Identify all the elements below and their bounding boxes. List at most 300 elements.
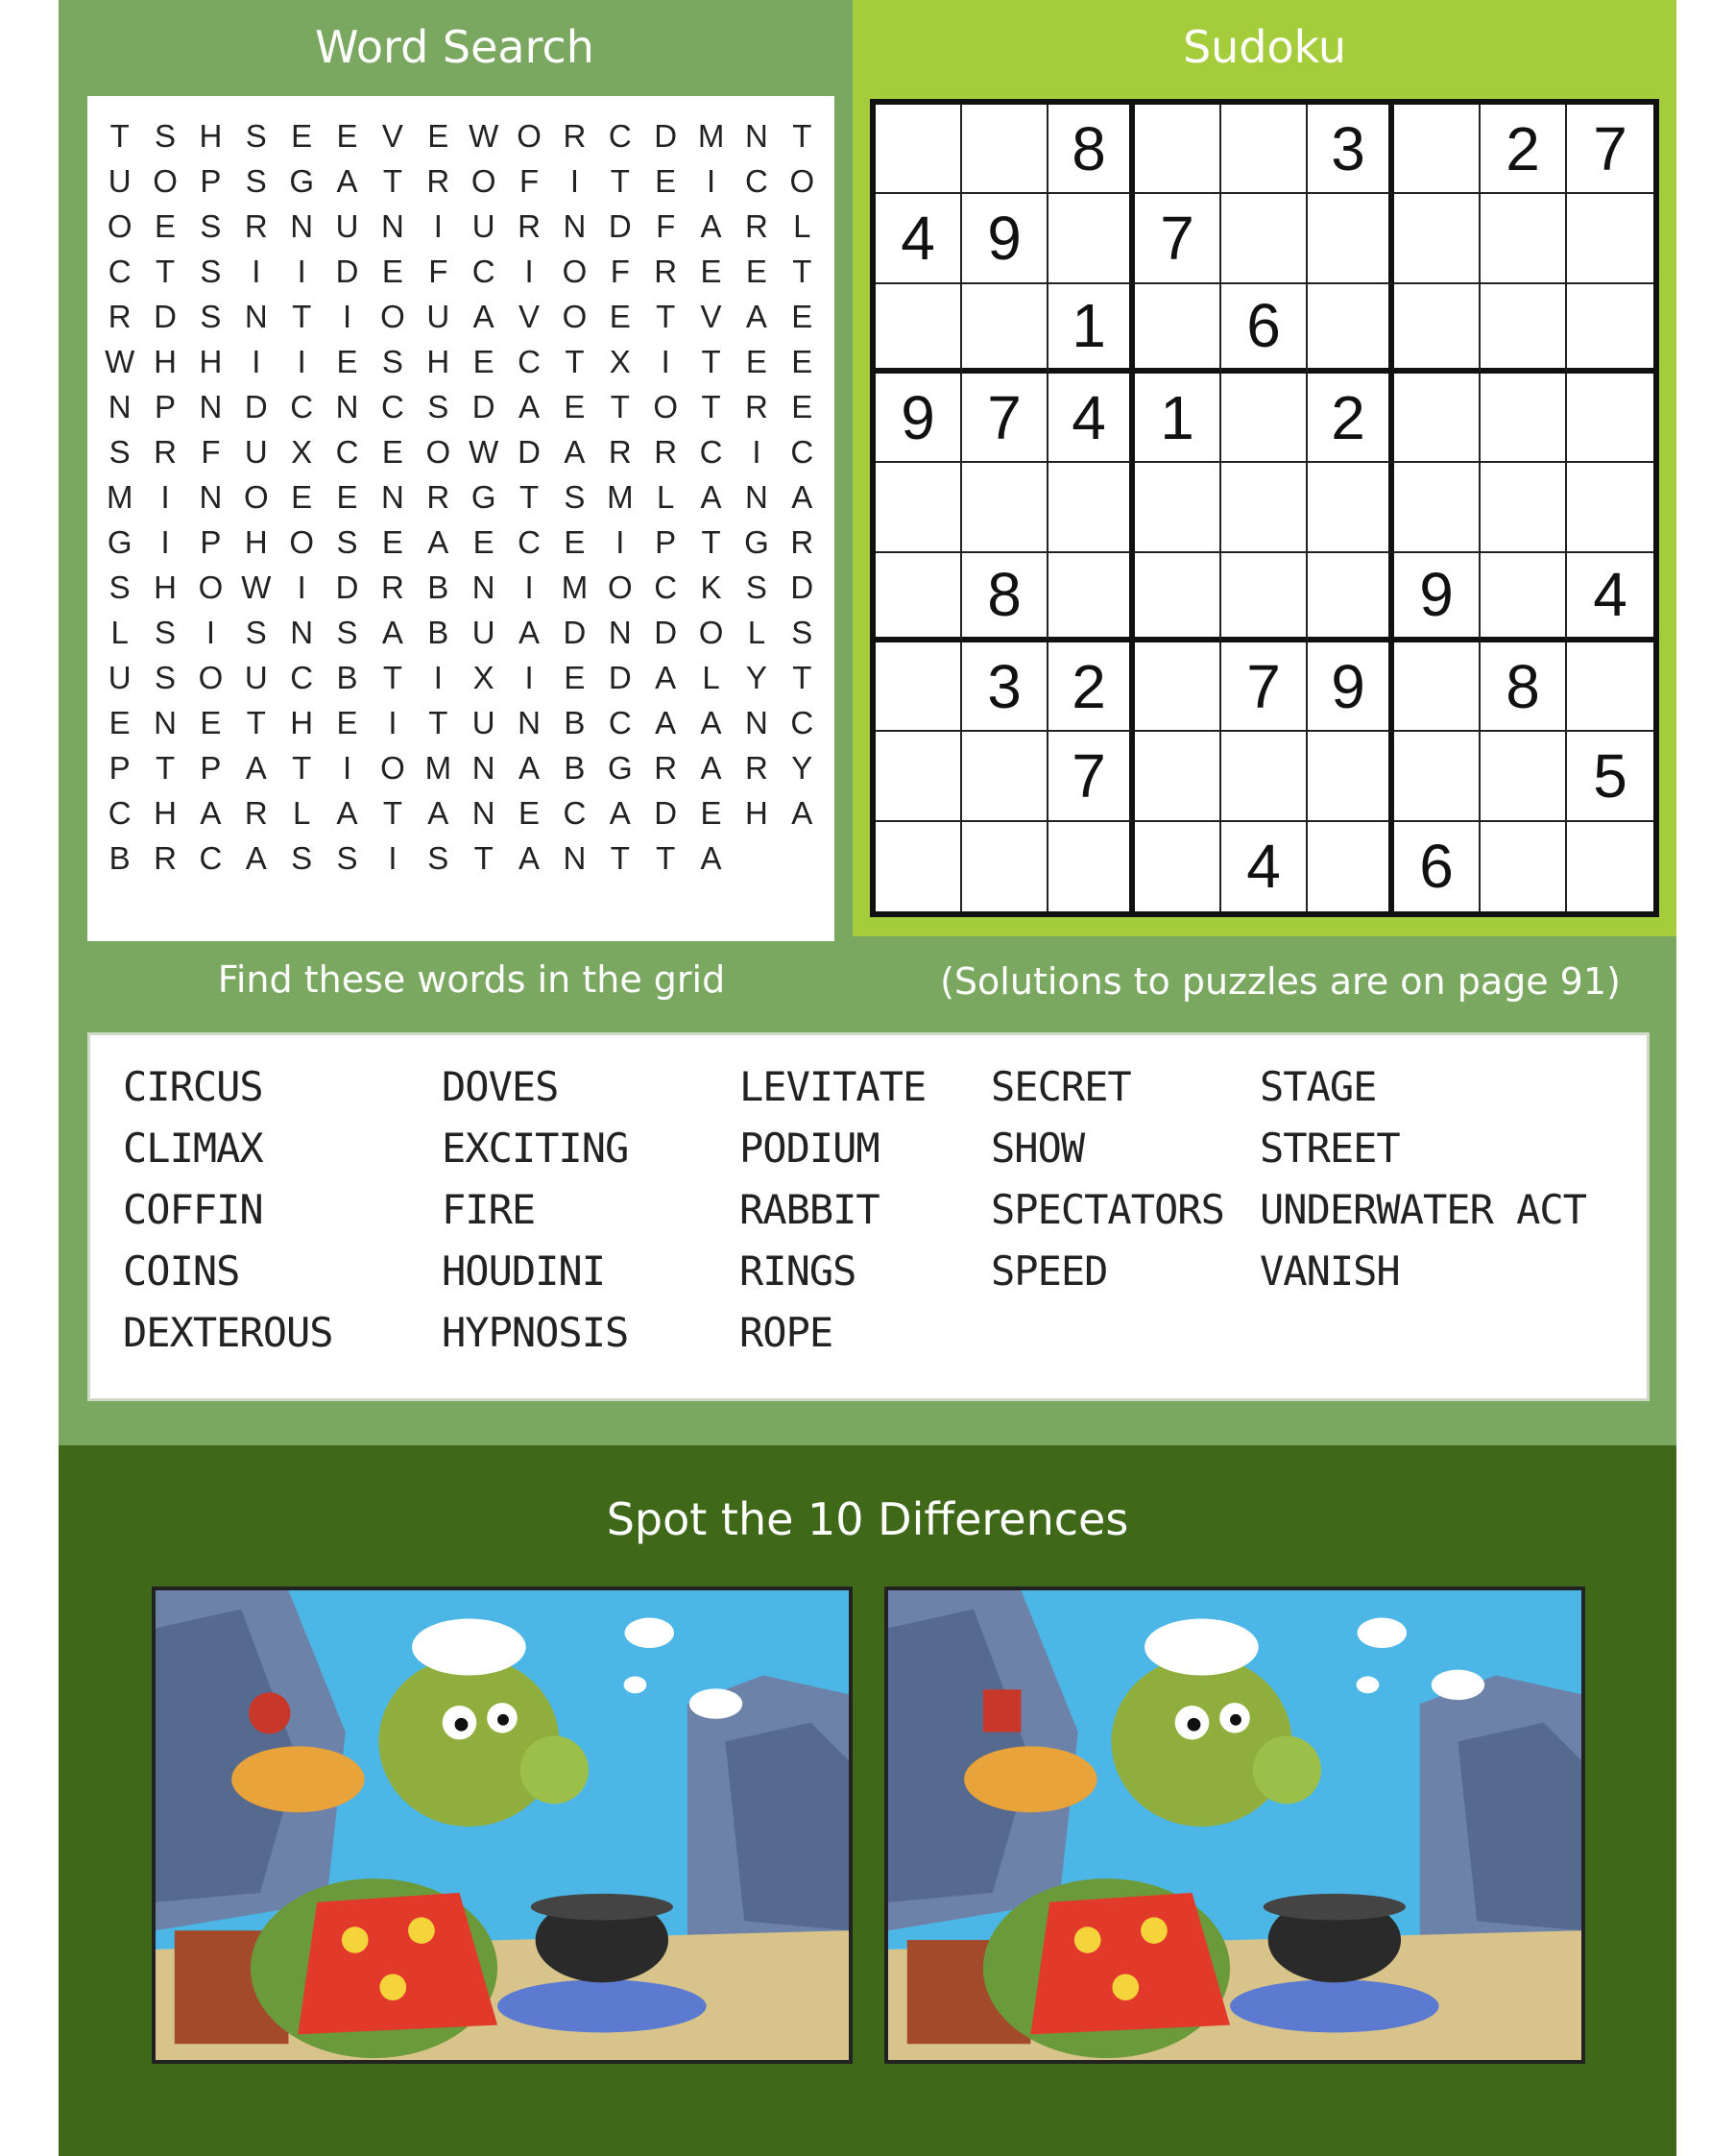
sudoku-empty-cell[interactable]: [1567, 822, 1653, 911]
word-search-letter[interactable]: D: [654, 118, 678, 154]
word-search-letter[interactable]: R: [244, 795, 268, 831]
word-search-letter[interactable]: I: [342, 299, 352, 334]
sudoku-empty-cell[interactable]: [1135, 822, 1221, 911]
word-search-letter[interactable]: V: [700, 299, 722, 334]
word-search-letter[interactable]: E: [791, 389, 813, 424]
sudoku-empty-cell[interactable]: [1221, 553, 1308, 642]
word-search-letter[interactable]: E: [336, 705, 358, 740]
word-search-letter[interactable]: C: [563, 795, 587, 831]
word-search-letter[interactable]: A: [745, 299, 767, 334]
word-search-letter[interactable]: C: [199, 840, 223, 876]
word-search-letter[interactable]: B: [564, 750, 586, 786]
word-search-letter[interactable]: E: [381, 434, 403, 470]
word-search-letter[interactable]: T: [473, 840, 494, 876]
word-search-letter[interactable]: Y: [791, 750, 813, 786]
word-search-letter[interactable]: N: [563, 208, 587, 244]
word-search-letter[interactable]: N: [471, 750, 495, 786]
word-search-letter[interactable]: A: [564, 434, 586, 470]
word-search-letter[interactable]: Y: [745, 660, 767, 695]
word-search-letter[interactable]: I: [342, 750, 352, 786]
word-search-letter[interactable]: C: [290, 660, 314, 695]
word-search-letter[interactable]: T: [610, 389, 630, 424]
word-search-letter[interactable]: I: [433, 208, 443, 244]
word-search-letter[interactable]: H: [199, 344, 223, 379]
word-search-letter[interactable]: T: [610, 840, 630, 876]
word-search-letter[interactable]: D: [244, 389, 268, 424]
word-search-letter[interactable]: O: [653, 389, 679, 424]
sudoku-empty-cell[interactable]: [1394, 374, 1481, 463]
word-search-letter[interactable]: N: [471, 569, 495, 605]
word-search-letter[interactable]: I: [297, 254, 306, 289]
word-search-letter[interactable]: E: [700, 795, 722, 831]
word-search-letter[interactable]: S: [245, 118, 267, 154]
sudoku-empty-cell[interactable]: [962, 463, 1048, 552]
sudoku-empty-cell[interactable]: [1308, 194, 1394, 283]
word-search-letter[interactable]: H: [244, 524, 268, 560]
word-search-letter[interactable]: I: [160, 479, 170, 515]
word-search-letter[interactable]: N: [154, 705, 177, 740]
word-search-letter[interactable]: C: [335, 434, 359, 470]
word-search-letter[interactable]: T: [382, 660, 403, 695]
word-search-letter[interactable]: C: [518, 344, 541, 379]
word-search-letter[interactable]: N: [290, 208, 314, 244]
word-search-letter[interactable]: O: [107, 208, 133, 244]
word-search-letter[interactable]: S: [564, 479, 586, 515]
word-search-letter[interactable]: P: [155, 389, 177, 424]
word-search-letter[interactable]: A: [200, 795, 222, 831]
word-search-letter[interactable]: G: [470, 479, 496, 515]
word-search-letter[interactable]: G: [289, 163, 315, 199]
word-search-letter[interactable]: I: [524, 660, 534, 695]
word-search-letter[interactable]: R: [426, 479, 450, 515]
word-search-letter[interactable]: D: [518, 434, 541, 470]
word-search-letter[interactable]: R: [381, 569, 404, 605]
word-search-letter[interactable]: N: [745, 705, 768, 740]
word-search-letter[interactable]: D: [608, 208, 632, 244]
word-search-letter[interactable]: T: [701, 389, 721, 424]
word-search-letter[interactable]: C: [108, 254, 132, 289]
word-search-letter[interactable]: O: [562, 254, 588, 289]
sudoku-empty-cell[interactable]: [962, 105, 1048, 194]
word-search-letter[interactable]: O: [153, 163, 178, 199]
word-search-letter[interactable]: A: [381, 615, 403, 650]
word-search-letter[interactable]: R: [745, 208, 768, 244]
word-search-letter[interactable]: N: [745, 118, 768, 154]
word-search-letter[interactable]: S: [381, 344, 403, 379]
word-search-letter[interactable]: A: [245, 840, 267, 876]
word-search-letter[interactable]: I: [252, 254, 261, 289]
word-search-letter[interactable]: E: [564, 389, 586, 424]
word-search-letter[interactable]: X: [291, 434, 313, 470]
word-search-letter[interactable]: E: [745, 344, 767, 379]
word-search-letter[interactable]: F: [656, 208, 676, 244]
word-search-letter[interactable]: N: [563, 840, 587, 876]
word-search-letter[interactable]: C: [381, 389, 404, 424]
word-search-letter[interactable]: I: [569, 163, 580, 199]
word-search-letter[interactable]: T: [428, 705, 448, 740]
word-search-letter[interactable]: D: [608, 660, 632, 695]
word-search-letter[interactable]: T: [701, 344, 721, 379]
word-search-letter[interactable]: R: [745, 750, 768, 786]
word-search-letter[interactable]: O: [380, 299, 405, 334]
word-search-letter[interactable]: W: [105, 344, 135, 379]
word-search-letter[interactable]: D: [563, 615, 587, 650]
difference-picture-left[interactable]: [152, 1587, 853, 2064]
sudoku-empty-cell[interactable]: [876, 463, 962, 552]
word-search-letter[interactable]: E: [336, 118, 358, 154]
word-search-letter[interactable]: A: [518, 750, 541, 786]
word-search-letter[interactable]: A: [609, 795, 631, 831]
word-search-letter[interactable]: W: [469, 434, 499, 470]
sudoku-empty-cell[interactable]: [962, 822, 1048, 911]
word-search-letter[interactable]: H: [426, 344, 450, 379]
word-search-letter[interactable]: L: [747, 615, 766, 650]
word-search-letter[interactable]: S: [791, 615, 813, 650]
word-search-letter[interactable]: A: [791, 479, 813, 515]
sudoku-empty-cell[interactable]: [1481, 732, 1567, 821]
word-search-letter[interactable]: S: [200, 254, 222, 289]
word-search-letter[interactable]: A: [700, 479, 722, 515]
word-search-letter[interactable]: C: [108, 795, 132, 831]
word-search-letter[interactable]: O: [243, 479, 269, 515]
word-search-letter[interactable]: E: [381, 254, 403, 289]
word-search-letter[interactable]: T: [518, 479, 540, 515]
sudoku-empty-cell[interactable]: [1308, 284, 1394, 374]
sudoku-empty-cell[interactable]: [1567, 194, 1653, 283]
word-search-letter[interactable]: A: [791, 795, 813, 831]
word-search-letter[interactable]: N: [518, 705, 541, 740]
sudoku-empty-cell[interactable]: [1308, 553, 1394, 642]
word-search-letter[interactable]: G: [607, 750, 633, 786]
word-search-letter[interactable]: E: [609, 299, 631, 334]
word-search-letter[interactable]: U: [471, 705, 495, 740]
word-search-letter[interactable]: I: [160, 524, 170, 560]
word-search-letter[interactable]: U: [471, 208, 495, 244]
word-search-letter[interactable]: I: [388, 840, 398, 876]
word-search-letter[interactable]: D: [335, 569, 359, 605]
word-search-letter[interactable]: N: [471, 795, 495, 831]
word-search-letter[interactable]: A: [245, 750, 267, 786]
word-search-letter[interactable]: R: [154, 434, 177, 470]
word-search-letter[interactable]: C: [790, 705, 814, 740]
word-search-letter[interactable]: O: [562, 299, 588, 334]
word-search-letter[interactable]: E: [336, 344, 358, 379]
sudoku-empty-cell[interactable]: [876, 284, 962, 374]
word-search-letter[interactable]: V: [518, 299, 541, 334]
word-search-letter[interactable]: S: [427, 389, 449, 424]
sudoku-empty-cell[interactable]: [1048, 822, 1135, 911]
sudoku-empty-cell[interactable]: [1048, 194, 1135, 283]
word-search-letter[interactable]: T: [565, 344, 585, 379]
word-search-letter[interactable]: S: [200, 208, 222, 244]
word-search-letter[interactable]: E: [472, 344, 494, 379]
word-search-letter[interactable]: U: [471, 615, 495, 650]
sudoku-empty-cell[interactable]: [1135, 463, 1221, 552]
word-search-letter[interactable]: I: [297, 569, 306, 605]
word-search-letter[interactable]: I: [388, 705, 398, 740]
word-search-letter[interactable]: I: [524, 254, 534, 289]
word-search-letter[interactable]: T: [792, 118, 812, 154]
sudoku-empty-cell[interactable]: [1567, 284, 1653, 374]
word-search-letter[interactable]: N: [381, 208, 404, 244]
word-search-letter[interactable]: I: [252, 344, 261, 379]
word-search-letter[interactable]: R: [426, 163, 450, 199]
word-search-letter[interactable]: P: [655, 524, 677, 560]
word-search-letter[interactable]: S: [336, 615, 358, 650]
word-search-letter[interactable]: I: [661, 344, 670, 379]
sudoku-empty-cell[interactable]: [1135, 105, 1221, 194]
word-search-letter[interactable]: F: [610, 254, 630, 289]
word-search-letter[interactable]: A: [655, 705, 677, 740]
word-search-letter[interactable]: S: [155, 660, 177, 695]
word-search-letter[interactable]: K: [700, 569, 722, 605]
word-search-letter[interactable]: S: [336, 840, 358, 876]
word-search-letter[interactable]: C: [699, 434, 723, 470]
word-search-letter[interactable]: T: [792, 254, 812, 289]
sudoku-empty-cell[interactable]: [1221, 374, 1308, 463]
sudoku-empty-cell[interactable]: [1135, 732, 1221, 821]
word-search-letter[interactable]: P: [108, 750, 131, 786]
sudoku-empty-cell[interactable]: [1394, 463, 1481, 552]
word-search-letter[interactable]: O: [425, 434, 451, 470]
word-search-letter[interactable]: O: [198, 660, 224, 695]
sudoku-empty-cell[interactable]: [1394, 732, 1481, 821]
sudoku-empty-cell[interactable]: [1308, 732, 1394, 821]
sudoku-empty-cell[interactable]: [1135, 553, 1221, 642]
word-search-letter[interactable]: E: [564, 660, 586, 695]
word-search-letter[interactable]: O: [698, 615, 724, 650]
word-search-letter[interactable]: V: [381, 118, 403, 154]
word-search-letter[interactable]: E: [427, 118, 449, 154]
sudoku-empty-cell[interactable]: [1481, 194, 1567, 283]
word-search-letter[interactable]: E: [655, 163, 677, 199]
word-search-letter[interactable]: C: [290, 389, 314, 424]
word-search-letter[interactable]: A: [700, 705, 722, 740]
sudoku-empty-cell[interactable]: [1567, 642, 1653, 732]
word-search-letter[interactable]: N: [199, 389, 223, 424]
word-search-letter[interactable]: A: [518, 840, 541, 876]
word-search-letter[interactable]: D: [654, 615, 678, 650]
word-search-letter[interactable]: U: [244, 660, 268, 695]
word-search-letter[interactable]: R: [108, 299, 132, 334]
word-search-letter[interactable]: M: [561, 569, 589, 605]
word-search-letter[interactable]: N: [108, 389, 132, 424]
word-search-letter[interactable]: W: [469, 118, 499, 154]
word-search-letter[interactable]: S: [245, 615, 267, 650]
word-search-letter[interactable]: O: [789, 163, 815, 199]
sudoku-empty-cell[interactable]: [876, 822, 962, 911]
word-search-letter[interactable]: A: [518, 389, 541, 424]
word-search-letter[interactable]: S: [336, 524, 358, 560]
word-search-letter[interactable]: R: [518, 208, 541, 244]
sudoku-empty-cell[interactable]: [1048, 463, 1135, 552]
sudoku-empty-cell[interactable]: [1221, 732, 1308, 821]
word-search-letter[interactable]: P: [200, 524, 222, 560]
word-search-letter[interactable]: T: [656, 299, 676, 334]
word-search-letter[interactable]: F: [428, 254, 448, 289]
sudoku-empty-cell[interactable]: [1221, 105, 1308, 194]
word-search-letter[interactable]: A: [700, 208, 722, 244]
word-search-letter[interactable]: D: [790, 569, 814, 605]
word-search-letter[interactable]: I: [297, 344, 306, 379]
word-search-letter[interactable]: I: [433, 660, 443, 695]
word-search-letter[interactable]: C: [518, 524, 541, 560]
word-search-letter[interactable]: U: [426, 299, 450, 334]
word-search-letter[interactable]: E: [200, 705, 222, 740]
word-search-letter[interactable]: D: [654, 795, 678, 831]
word-search-letter[interactable]: I: [706, 163, 716, 199]
word-search-letter[interactable]: M: [697, 118, 725, 154]
word-search-letter[interactable]: A: [336, 795, 358, 831]
word-search-letter[interactable]: G: [107, 524, 133, 560]
word-search-letter[interactable]: U: [244, 434, 268, 470]
sudoku-empty-cell[interactable]: [1394, 642, 1481, 732]
word-search-letter[interactable]: R: [654, 750, 678, 786]
word-search-letter[interactable]: T: [792, 660, 812, 695]
word-search-letter[interactable]: H: [745, 795, 768, 831]
word-search-letter[interactable]: T: [292, 750, 312, 786]
word-search-letter[interactable]: P: [200, 750, 222, 786]
sudoku-empty-cell[interactable]: [1394, 105, 1481, 194]
word-search-letter[interactable]: E: [108, 705, 131, 740]
sudoku-empty-cell[interactable]: [1481, 284, 1567, 374]
sudoku-empty-cell[interactable]: [1048, 553, 1135, 642]
word-search-letter[interactable]: R: [745, 389, 768, 424]
word-search-letter[interactable]: H: [154, 344, 177, 379]
word-search-letter[interactable]: S: [108, 434, 131, 470]
word-search-letter[interactable]: S: [200, 299, 222, 334]
sudoku-empty-cell[interactable]: [1221, 463, 1308, 552]
word-search-letter[interactable]: R: [608, 434, 632, 470]
word-search-letter[interactable]: M: [106, 479, 133, 515]
word-search-letter[interactable]: C: [790, 434, 814, 470]
sudoku-empty-cell[interactable]: [876, 732, 962, 821]
word-search-letter[interactable]: E: [291, 479, 313, 515]
word-search-letter[interactable]: S: [108, 569, 131, 605]
word-search-letter[interactable]: L: [110, 615, 129, 650]
word-search-letter[interactable]: L: [702, 660, 720, 695]
word-search-letter[interactable]: U: [335, 208, 359, 244]
word-search-letter[interactable]: A: [518, 615, 541, 650]
sudoku-empty-cell[interactable]: [962, 732, 1048, 821]
word-search-letter[interactable]: R: [244, 208, 268, 244]
word-search-letter[interactable]: E: [291, 118, 313, 154]
word-search-letter[interactable]: T: [109, 118, 130, 154]
word-search-letter[interactable]: X: [472, 660, 494, 695]
word-search-letter[interactable]: S: [245, 163, 267, 199]
sudoku-empty-cell[interactable]: [1567, 463, 1653, 552]
word-search-letter[interactable]: M: [607, 479, 634, 515]
word-search-letter[interactable]: H: [154, 795, 177, 831]
word-search-letter[interactable]: A: [700, 840, 722, 876]
word-search-letter[interactable]: H: [290, 705, 314, 740]
sudoku-empty-cell[interactable]: [1394, 284, 1481, 374]
word-search-letter[interactable]: C: [745, 163, 768, 199]
sudoku-empty-cell[interactable]: [1135, 642, 1221, 732]
word-search-letter[interactable]: D: [154, 299, 177, 334]
word-search-letter[interactable]: E: [700, 254, 722, 289]
word-search-letter[interactable]: U: [108, 163, 132, 199]
word-search-letter[interactable]: N: [290, 615, 314, 650]
word-search-letter[interactable]: W: [241, 569, 272, 605]
word-search-letter[interactable]: G: [744, 524, 769, 560]
word-search-letter[interactable]: E: [745, 254, 767, 289]
word-search-letter[interactable]: A: [655, 660, 677, 695]
word-search-letter[interactable]: E: [381, 524, 403, 560]
sudoku-empty-cell[interactable]: [1135, 284, 1221, 374]
word-search-letter[interactable]: N: [335, 389, 359, 424]
word-search-letter[interactable]: E: [336, 479, 358, 515]
word-search-letter[interactable]: T: [610, 163, 630, 199]
word-search-letter[interactable]: C: [654, 569, 678, 605]
word-search-letter[interactable]: E: [791, 344, 813, 379]
word-search-letter[interactable]: S: [155, 615, 177, 650]
word-search-letter[interactable]: C: [608, 705, 632, 740]
word-search-letter[interactable]: R: [790, 524, 814, 560]
word-search-letter[interactable]: T: [246, 705, 266, 740]
word-search-letter[interactable]: N: [381, 479, 404, 515]
word-search-letter[interactable]: B: [564, 705, 586, 740]
sudoku-empty-cell[interactable]: [1481, 822, 1567, 911]
sudoku-empty-cell[interactable]: [1394, 194, 1481, 283]
sudoku-empty-cell[interactable]: [1221, 194, 1308, 283]
word-search-letter[interactable]: N: [244, 299, 268, 334]
word-search-letter[interactable]: R: [563, 118, 587, 154]
word-search-letter[interactable]: F: [518, 163, 540, 199]
word-search-letter[interactable]: I: [752, 434, 761, 470]
word-search-letter[interactable]: B: [427, 569, 449, 605]
word-search-letter[interactable]: S: [155, 118, 177, 154]
word-search-letter[interactable]: T: [155, 254, 176, 289]
word-search-letter[interactable]: I: [524, 569, 534, 605]
word-search-letter[interactable]: E: [791, 299, 813, 334]
word-search-letter[interactable]: O: [198, 569, 224, 605]
word-search-letter[interactable]: A: [427, 524, 449, 560]
word-search-letter[interactable]: D: [471, 389, 495, 424]
word-search-letter[interactable]: S: [427, 840, 449, 876]
word-search-letter[interactable]: U: [108, 660, 132, 695]
sudoku-empty-cell[interactable]: [1481, 374, 1567, 463]
word-search-letter[interactable]: O: [517, 118, 542, 154]
word-search-letter[interactable]: B: [427, 615, 449, 650]
word-search-letter[interactable]: P: [200, 163, 222, 199]
word-search-letter[interactable]: T: [656, 840, 676, 876]
word-search-letter[interactable]: R: [654, 254, 678, 289]
sudoku-empty-cell[interactable]: [1308, 463, 1394, 552]
word-search-letter[interactable]: R: [154, 840, 177, 876]
word-search-letter[interactable]: N: [199, 479, 223, 515]
word-search-letter[interactable]: M: [424, 750, 452, 786]
word-search-letter[interactable]: A: [700, 750, 722, 786]
word-search-letter[interactable]: C: [608, 118, 632, 154]
sudoku-empty-cell[interactable]: [876, 553, 962, 642]
word-search-letter[interactable]: E: [564, 524, 586, 560]
word-search-letter[interactable]: C: [471, 254, 495, 289]
word-search-letter[interactable]: T: [701, 524, 721, 560]
word-search-letter[interactable]: O: [289, 524, 315, 560]
word-search-letter[interactable]: I: [205, 615, 216, 650]
word-search-letter[interactable]: F: [201, 434, 221, 470]
sudoku-empty-cell[interactable]: [876, 642, 962, 732]
word-search-letter[interactable]: R: [654, 434, 678, 470]
word-search-letter[interactable]: L: [657, 479, 675, 515]
word-search-letter[interactable]: T: [155, 750, 176, 786]
word-search-letter[interactable]: N: [608, 615, 632, 650]
word-search-letter[interactable]: E: [518, 795, 541, 831]
word-search-letter[interactable]: O: [607, 569, 633, 605]
word-search-letter[interactable]: B: [108, 840, 131, 876]
difference-picture-right[interactable]: [884, 1587, 1585, 2064]
